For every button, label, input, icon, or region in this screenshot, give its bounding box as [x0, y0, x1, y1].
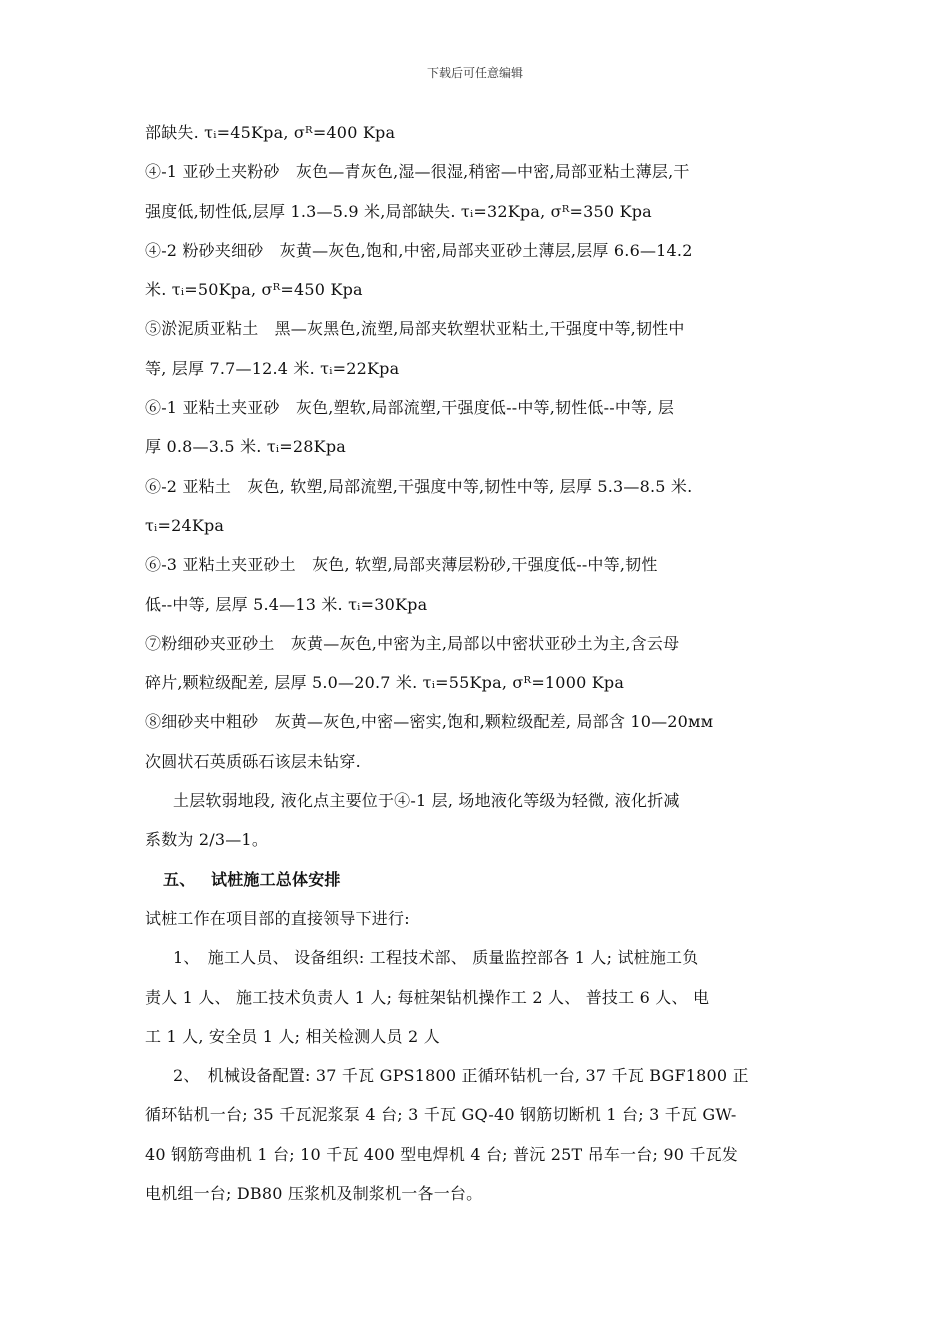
text-line: 电机组一台; DB80 压浆机及制浆机一各一台。 — [145, 1184, 483, 1204]
text-line: 试桩工作在项目部的直接领导下进行: — [145, 908, 410, 928]
text-line: ⑧细砂夹中粗砂 灰黄—灰色,中密—密实,饱和,颗粒级配差, 局部含 10—20ᴍᴍ — [145, 712, 714, 732]
text-line: 系数为 2/3—1。 — [145, 830, 269, 850]
text-line: ⑦粉细砂夹亚砂土 灰黄—灰色,中密为主,局部以中密状亚砂土为主,含云母 — [145, 633, 680, 653]
text-line: 次圆状石英质砾石该层未钻穿. — [145, 751, 361, 771]
text-line: ⑥-1 亚粘土夹亚砂 灰色,塑软,局部流塑,干强度低--中等,韧性低--中等, 层 — [145, 398, 675, 418]
document-body — [145, 113, 810, 1213]
text-line: 土层软弱地段, 液化点主要位于④-1 层, 场地液化等级为轻微, 液化折减 — [173, 791, 680, 811]
text-line: ⑥-3 亚粘土夹亚砂土 灰色, 软塑,局部夹薄层粉砂,干强度低--中等,韧性 — [145, 555, 658, 575]
section-heading — [145, 860, 810, 899]
text-line: 责人 1 人、 施工技术负责人 1 人; 每桩架钻机操作工 2 人、 普技工 6 人、 电 — [145, 987, 710, 1007]
text-line: 强度低,韧性低,层厚 1.3—5.9 米,局部缺失. τᵢ=32Kpa, σᴿ=350 Kpa — [145, 201, 652, 221]
text-line: 米. τᵢ=50Kpa, σᴿ=450 Kpa — [145, 280, 363, 300]
text-line: τᵢ=24Kpa — [145, 515, 225, 535]
text-line: 循环钻机一台; 35 千瓦泥浆泵 4 台; 3 千瓦 GQ-40 钢筋切断机 1 台; 3 千瓦 GW- — [145, 1105, 737, 1125]
text-line: 2、 机械设备配置: 37 千瓦 GPS1800 正循环钻机一台, 37 千瓦 BGF1800 正 — [173, 1066, 749, 1086]
section-title: 试桩施工总体安排 — [211, 869, 341, 889]
text-line: 1、 施工人员、 设备组织: 工程技术部、 质量监控部各 1 人; 试桩施工负 — [173, 948, 699, 968]
text-line: 碎片,颗粒级配差, 层厚 5.0—20.7 米. τᵢ=55Kpa, σᴿ=1000 Kpa — [145, 673, 625, 693]
text-line: 部缺失. τᵢ=45Kpa, σᴿ=400 Kpa — [145, 123, 396, 142]
text-line: 工 1 人, 安全员 1 人; 相关检测人员 2 人 — [145, 1026, 440, 1046]
text-line: 等, 层厚 7.7—12.4 米. τᵢ=22Kpa — [145, 358, 400, 378]
page-header-watermark: 下载后可任意编辑 — [426, 66, 523, 80]
text-line: ⑥-2 亚粘土 灰色, 软塑,局部流塑,干强度中等,韧性中等, 层厚 5.3—8.5 米. — [145, 476, 693, 496]
text-line: ④-2 粉砂夹细砂 灰黄—灰色,饱和,中密,局部夹亚砂土薄层,层厚 6.6—14.2 — [145, 240, 693, 260]
text-line: ④-1 亚砂土夹粉砂 灰色—青灰色,湿—很湿,稍密—中密,局部亚粘土薄层,干 — [145, 162, 690, 182]
text-line: 低--中等, 层厚 5.4—13 米. τᵢ=30Kpa — [145, 594, 428, 614]
section-number: 五、 — [163, 869, 196, 889]
text-line: 40 钢筋弯曲机 1 台; 10 千瓦 400 型电焊机 4 台; 普沅 25T 吊车一台; 90 千瓦发 — [145, 1144, 738, 1164]
text-line: 厚 0.8—3.5 米. τᵢ=28Kpa — [145, 437, 347, 457]
text-line: ⑤淤泥质亚粘土 黑—灰黑色,流塑,局部夹软塑状亚粘土,干强度中等,韧性中 — [145, 319, 685, 339]
